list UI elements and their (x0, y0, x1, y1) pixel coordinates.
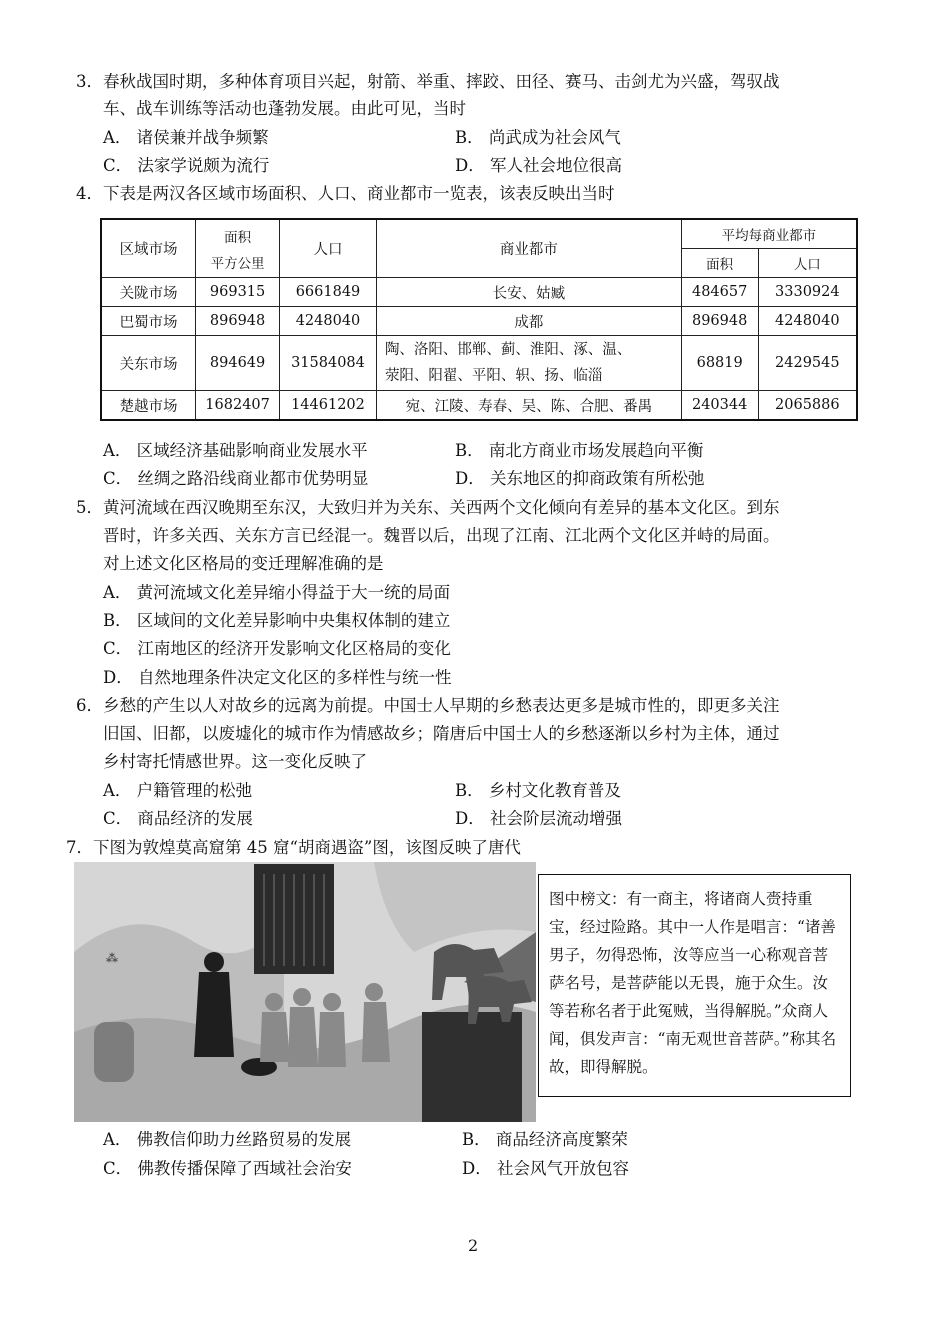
cell-population: 31584084 (280, 336, 377, 391)
q5-option-a[interactable]: A． 黄河流域文化差异缩小得益于大一统的局面 (103, 583, 451, 602)
q5-stem-line2: 晋时，许多关西、关东方言已经混一。魏晋以后，出现了江南、江北两个文化区并峙的局面。 (103, 526, 780, 545)
header-area-unit: 平方公里 (210, 255, 265, 272)
q6-stem-line2: 旧国、旧都，以废墟化的城市作为情感故乡；隋唐后中国士人的乡愁逐渐以乡村为主体，通过 (103, 724, 780, 743)
mural-illustration (74, 862, 536, 1122)
cell-avg-pop: 4248040 (758, 307, 857, 336)
q6-stem-line1: 6．乡愁的产生以人对故乡的远离为前提。中国士人早期的乡愁表达更多是城市性的，即更多关注 (76, 696, 780, 715)
header-population: 人口 (280, 219, 377, 278)
q4-option-a[interactable]: A． 区域经济基础影响商业发展水平 (103, 441, 368, 460)
q7-option-c[interactable]: C． 佛教传播保障了西域社会治安 (103, 1159, 352, 1178)
cell-avg-pop: 2065886 (758, 391, 857, 421)
svg-text:⁂: ⁂ (106, 951, 118, 965)
cell-cities-line1: 陶、洛阳、邯郸、蓟、淮阳、涿、温、 (384, 342, 632, 358)
q5-option-b[interactable]: B． 区域间的文化差异影响中央集权体制的建立 (103, 611, 451, 630)
q6-option-a[interactable]: A． 户籍管理的松弛 (103, 781, 253, 800)
q6-option-d[interactable]: D． 社会阶层流动增强 (455, 809, 622, 828)
q5-option-d[interactable]: D． 自然地理条件决定文化区的多样性与统一性 (103, 668, 452, 687)
q3-stem-line2: 车、战车训练等活动也蓬勃发展。由此可见，当时 (103, 99, 466, 118)
q6-option-b[interactable]: B． 乡村文化教育普及 (455, 781, 621, 800)
cell-population: 4248040 (280, 307, 377, 336)
header-avg: 平均每商业都市 (681, 219, 857, 249)
q3-option-b[interactable]: B． 尚武成为社会风气 (455, 128, 621, 147)
table-row (101, 278, 857, 307)
header-avg-area: 面积 (681, 249, 758, 278)
q3-option-d[interactable]: D． 军人社会地位很高 (455, 156, 622, 175)
page-number: 2 (468, 1236, 479, 1255)
cell-cities: 长安、姑臧 (376, 278, 681, 307)
cell-avg-pop: 3330924 (758, 278, 857, 307)
cell-region: 关陇市场 (101, 278, 196, 307)
cell-cities: 宛、江陵、寿春、吴、陈、合肥、番禺 (376, 391, 681, 421)
q4-stem: 4．下表是两汉各区域市场面积、人口、商业都市一览表，该表反映出当时 (76, 184, 615, 203)
cell-cities (376, 336, 681, 391)
header-avg-pop: 人口 (758, 249, 857, 278)
cell-avg-area: 240344 (681, 391, 758, 421)
mural-image (74, 862, 536, 1122)
q5-stem-line1: 5．黄河流域在西汉晚期至东汉，大致归并为关东、关西两个文化倾向有差异的基本文化区。到东 (76, 498, 780, 517)
q7-option-d[interactable]: D． 社会风气开放包容 (462, 1159, 629, 1178)
q4-option-b[interactable]: B． 南北方商业市场发展趋向平衡 (455, 441, 704, 460)
cell-avg-area: 68819 (681, 336, 758, 391)
header-area (196, 219, 280, 278)
q3-option-a[interactable]: A． 诸侯兼并战争频繁 (103, 128, 269, 147)
table-row (101, 336, 857, 391)
q4-option-c[interactable]: C． 丝绸之路沿线商业都市优势明显 (103, 469, 369, 488)
cell-cities-line2: 荥阳、阳翟、平阳、轵、扬、临淄 (384, 368, 603, 384)
q5-stem-line3: 对上述文化区格局的变迁理解准确的是 (103, 554, 384, 573)
cell-avg-pop: 2429545 (758, 336, 857, 391)
cell-area: 896948 (196, 307, 280, 336)
cell-population: 14461202 (280, 391, 377, 421)
market-table (100, 218, 858, 421)
q7-stem: 7．下图为敦煌莫高窟第 45 窟“胡商遇盗”图，该图反映了唐代 (66, 838, 521, 857)
mural-caption-box: 图中榜文：有一商主，将诸商人赍持重宝，经过险路。其中一人作是唱言：“诸善男子，勿得恐怖，汝等应当一心称观音菩萨名号，是菩萨能以无畏，施于众生。汝等若称名者于此冤贼，当得解脱。”众商人闻，俱发声言：“南无观世音菩萨。”称其名故，即得解脱。 (538, 874, 851, 1097)
cell-area: 1682407 (196, 391, 280, 421)
cell-area: 969315 (196, 278, 280, 307)
cell-region: 巴蜀市场 (101, 307, 196, 336)
cell-area: 894649 (196, 336, 280, 391)
cell-avg-area: 484657 (681, 278, 758, 307)
q3-stem-line1: 3．春秋战国时期，多种体育项目兴起，射箭、举重、摔跤、田径、赛马、击剑尤为兴盛，驾驭战 (76, 72, 780, 91)
header-area-label: 面积 (224, 229, 252, 246)
table-row (101, 391, 857, 421)
q6-option-c[interactable]: C． 商品经济的发展 (103, 809, 253, 828)
q7-option-b[interactable]: B． 商品经济高度繁荣 (462, 1130, 628, 1149)
q7-option-a[interactable]: A． 佛教信仰助力丝路贸易的发展 (103, 1130, 352, 1149)
cell-region: 关东市场 (101, 336, 196, 391)
cell-cities: 成都 (376, 307, 681, 336)
header-region: 区域市场 (101, 219, 196, 278)
cell-region: 楚越市场 (101, 391, 196, 421)
q3-option-c[interactable]: C． 法家学说颇为流行 (103, 156, 270, 175)
q4-option-d[interactable]: D． 关东地区的抑商政策有所松弛 (455, 469, 705, 488)
header-cities: 商业都市 (376, 219, 681, 278)
cell-population: 6661849 (280, 278, 377, 307)
cell-avg-area: 896948 (681, 307, 758, 336)
table-row (101, 307, 857, 336)
q6-stem-line3: 乡村寄托情感世界。这一变化反映了 (103, 752, 367, 771)
q5-option-c[interactable]: C． 江南地区的经济开发影响文化区格局的变化 (103, 639, 451, 658)
